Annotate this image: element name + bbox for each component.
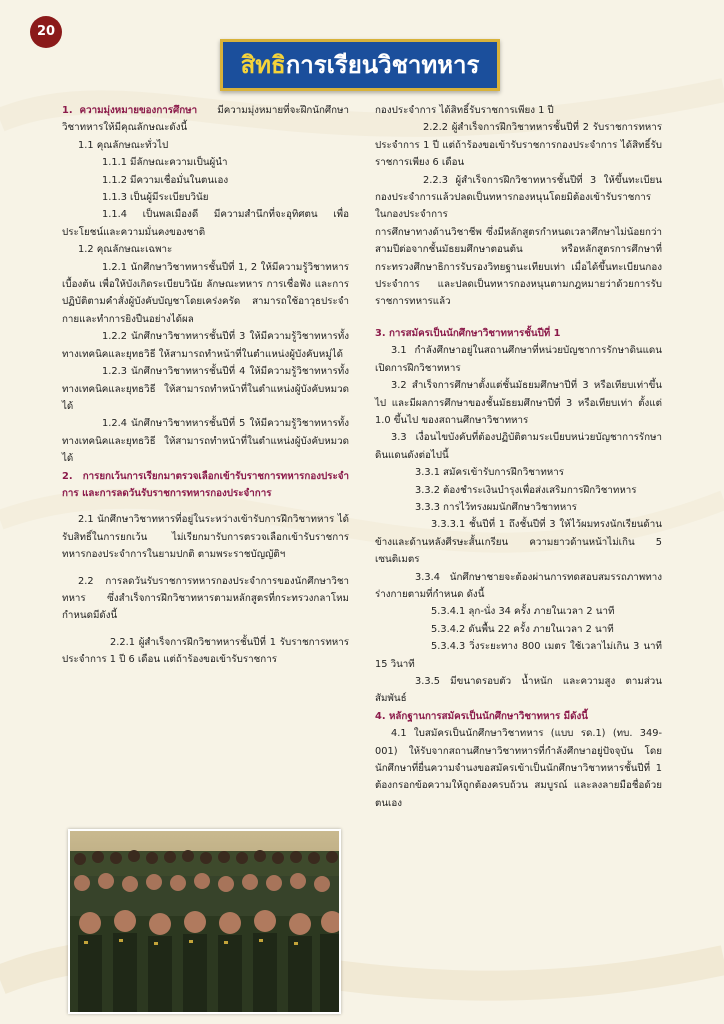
- cadets-illustration: [70, 831, 339, 1012]
- section-3-heading: 3. การสมัครเป็นนักศึกษาวิชาทหารชั้นปีที่ 1: [375, 327, 561, 339]
- paragraph: 3.3.3 การไว้ทรงผมนักศึกษาวิชาทหาร: [415, 501, 577, 513]
- section-2-heading: 2. การยกเว้นการเรียกมาตรวจเลือกเข้ารับราชการทหารกองประจำการ และการลดวันรับราชการทหารกองประจำการ: [62, 470, 349, 499]
- paragraph: 1.2 คุณลักษณะเฉพาะ: [78, 244, 173, 256]
- paragraph: 2.2 การลดวันรับราชการทหารกองประจำการของนักศึกษาวิชาทหาร ซึ่งสำเร็จการฝึกวิชาทหารตามหลักสูตรที่กระทรวงกลาโหมกำหนดมีดังนี้: [62, 575, 349, 622]
- page-title-part2: การเรียนวิชาทหาร: [285, 51, 480, 79]
- cadets-photo: [68, 829, 341, 1014]
- section-1-intro: [62, 102, 349, 137]
- paragraph: 1.2.4 นักศึกษาวิชาทหารชั้นปีที่ 5 ให้มีความรู้วิชาทหารทั้งทางเทคนิคและยุทธวิธี ให้สามารถทำหน้าที่ในตำแหน่งผู้บังคับหมวดได้: [62, 418, 349, 465]
- left-column: [62, 102, 349, 669]
- page-title: [220, 39, 500, 91]
- paragraph: 2.1 นักศึกษาวิชาทหารที่อยู่ในระหว่างเข้ารับการฝึกวิชาทหาร ได้รับสิทธิ์ในการยกเว้น ไม่เรียกมารับการตรวจเลือกเข้ารับราชการทหารกองประจำการในยามปกติ ตามพระราชบัญญัติฯ: [62, 514, 349, 561]
- paragraph: 1.1.1 มีลักษณะความเป็นผู้นำ: [102, 157, 228, 169]
- paragraph: 3.3 เงื่อนไขบังคับที่ต้องปฏิบัติตามระเบียบหน่วยบัญชาการรักษาดินแดนดังต่อไปนี้: [375, 432, 662, 461]
- section-1-heading: 1. ความมุ่งหมายของการศึกษา: [62, 105, 198, 116]
- paragraph: 3.2 สำเร็จการศึกษาตั้งแต่ชั้นมัธยมศึกษาปีที่ 3 หรือเทียบเท่าขึ้นไป และมีผลการศึกษาของชั้นมัธยมศึกษาปีที่ 3 หรือเทียบเท่า ตั้งแต่ 1.0 ขึ้นไป ของสถานศึกษาวิชาทหาร: [375, 380, 662, 426]
- section-1-intro-text: มีความมุ่งหมายที่จะฝึกนักศึกษาวิชาทหารให้มีคุณลักษณะดังนี้: [62, 105, 349, 134]
- paragraph: 3.3.4 นักศึกษาชายจะต้องผ่านการทดสอบสมรรถภาพทางร่างกายตามที่กำหนด ดังนี้: [375, 571, 662, 600]
- paragraph: 2.2.3 ผู้สำเร็จการฝึกวิชาทหารชั้นปีที่ 3 ให้ขึ้นทะเบียนกองประจำการแล้วปลดเป็นทหารกองหนุนโดยมิต้องเข้ารับราชการในกองประจำการ: [375, 174, 662, 221]
- paragraph: 3.1 กำลังศึกษาอยู่ในสถานศึกษาที่หน่วยบัญชาการรักษาดินแดนเปิดการฝึกวิชาทหาร: [375, 345, 662, 374]
- paragraph: 5.3.4.1 ลุก-นั่ง 34 ครั้ง ภายในเวลา 2 นาที: [431, 606, 615, 618]
- paragraph: กองประจำการ ได้สิทธิ์รับราชการเพียง 1 ปี: [375, 105, 554, 116]
- paragraph: 3.3.1 สมัครเข้ารับการฝึกวิชาทหาร: [415, 467, 565, 479]
- paragraph: 1.2.3 นักศึกษาวิชาทหารชั้นปีที่ 4 ให้มีความรู้วิชาทหารทั้งทางเทคนิคและยุทธวิธี ให้สามารถทำหน้าที่ในตำแหน่งผู้บังคับหมวดได้: [62, 366, 349, 412]
- section-4-heading: 4. หลักฐานการสมัครเป็นนักศึกษาวิชาทหาร มีดังนี้: [375, 710, 588, 722]
- paragraph: 4.1 ใบสมัครเป็นนักศึกษาวิชาทหาร (แบบ รด.1) (ทบ. 349-001) ให้รับจากสถานศึกษาวิชาทหารที่กำลังศึกษาอยู่ปัจจุบัน โดยนักศึกษาที่ยื่นความจำนงขอสมัครเข้าเป็นนักศึกษาวิชาทหารชั้นปีที่ 1 ต้องกรอกข้อความให้ถูกต้องครบถ้วน สมบูรณ์ และลงลายมือชื่อด้วยตนเอง: [375, 728, 662, 809]
- paragraph: 3.3.5 มีขนาดรอบตัว น้ำหนัก และความสูง ตามส่วนสัมพันธ์: [375, 676, 662, 705]
- paragraph: 3.3.3.1 ชั้นปีที่ 1 ถึงชั้นปีที่ 3 ให้ไว้ผมทรงนักเรียนด้านข้างและด้านหลังศีรษะสั้นเกรียน ความยาวด้านหน้าไม่เกิน 5 เซนติเมตร: [375, 519, 662, 566]
- paragraph: 5.3.4.3 วิ่งระยะทาง 800 เมตร ใช้เวลาไม่เกิน 3 นาที 15 วินาที: [375, 641, 662, 670]
- paragraph: 1.1.2 มีความเชื่อมั่นในตนเอง: [102, 174, 229, 186]
- paragraph: 5.3.4.2 ดันพื้น 22 ครั้ง ภายในเวลา 2 นาที: [431, 623, 614, 635]
- page-number: 20: [30, 16, 62, 48]
- paragraph: การศึกษาทางด้านวิชาชีพ ซึ่งมีหลักสูตรกำหนดเวลาศึกษาไม่น้อยกว่าสามปีต่อจากชั้นมัธยมศึกษาตอนต้น หรือหลักสูตรการศึกษาที่กระทรวงศึกษาธิการรับรองวิทยฐานะเทียบเท่า เมื่อได้ขึ้นทะเบียนกองประจำการ และปลดเป็นทหารกองหนุนตามกฎหมายว่าด้วยการรับราชการทหารแล้ว: [375, 226, 662, 308]
- paragraph: 1.1.3 เป็นผู้มีระเบียบวินัย: [102, 192, 209, 204]
- paragraph: 1.1 คุณลักษณะทั่วไป: [78, 139, 169, 151]
- paragraph: 2.2.1 ผู้สำเร็จการฝึกวิชาทหารชั้นปีที่ 1 รับราชการทหารประจำการ 1 ปี 6 เดือน แต่ถ้าร้องขอเข้ารับราชการ: [62, 636, 349, 666]
- paragraph: 1.2.1 นักศึกษาวิชาทหารชั้นปีที่ 1, 2 ให้มีความรู้วิชาทหารเบื้องต้น เพื่อให้บังเกิดระเบียบวินัย ลักษณะทหาร การเชื่อฟัง และการปฏิบัติตามคำสั่งผู้บังคับบัญชาโดยเคร่งครัด สามารถใช้อาวุธประจำกายและทำการยิงปืนอย่างได้ผล: [62, 261, 349, 325]
- right-column: [375, 102, 662, 812]
- page-title-part1: สิทธิ: [240, 51, 286, 79]
- paragraph: 1.1.4 เป็นพลเมืองดี มีความสำนึกที่จะอุทิศตน เพื่อประโยชน์และความมั่นคงของชาติ: [62, 209, 349, 238]
- paragraph: 3.3.2 ต้องชำระเงินบำรุงเพื่อส่งเสริมการฝึกวิชาทหาร: [415, 484, 637, 496]
- paragraph: 2.2.2 ผู้สำเร็จการฝึกวิชาทหารชั้นปีที่ 2 รับราชการทหารประจำการ 1 ปี แต่ถ้าร้องขอเข้ารับราชการกองประจำการ ได้สิทธิ์รับราชการเพียง 6 เดือน: [375, 122, 662, 169]
- paragraph: 1.2.2 นักศึกษาวิชาทหารชั้นปีที่ 3 ให้มีความรู้วิชาทหารทั้งทางเทคนิคและยุทธวิธี ให้สามารถทำหน้าที่ในตำแหน่งผู้บังคับหมู่ได้: [62, 331, 349, 360]
